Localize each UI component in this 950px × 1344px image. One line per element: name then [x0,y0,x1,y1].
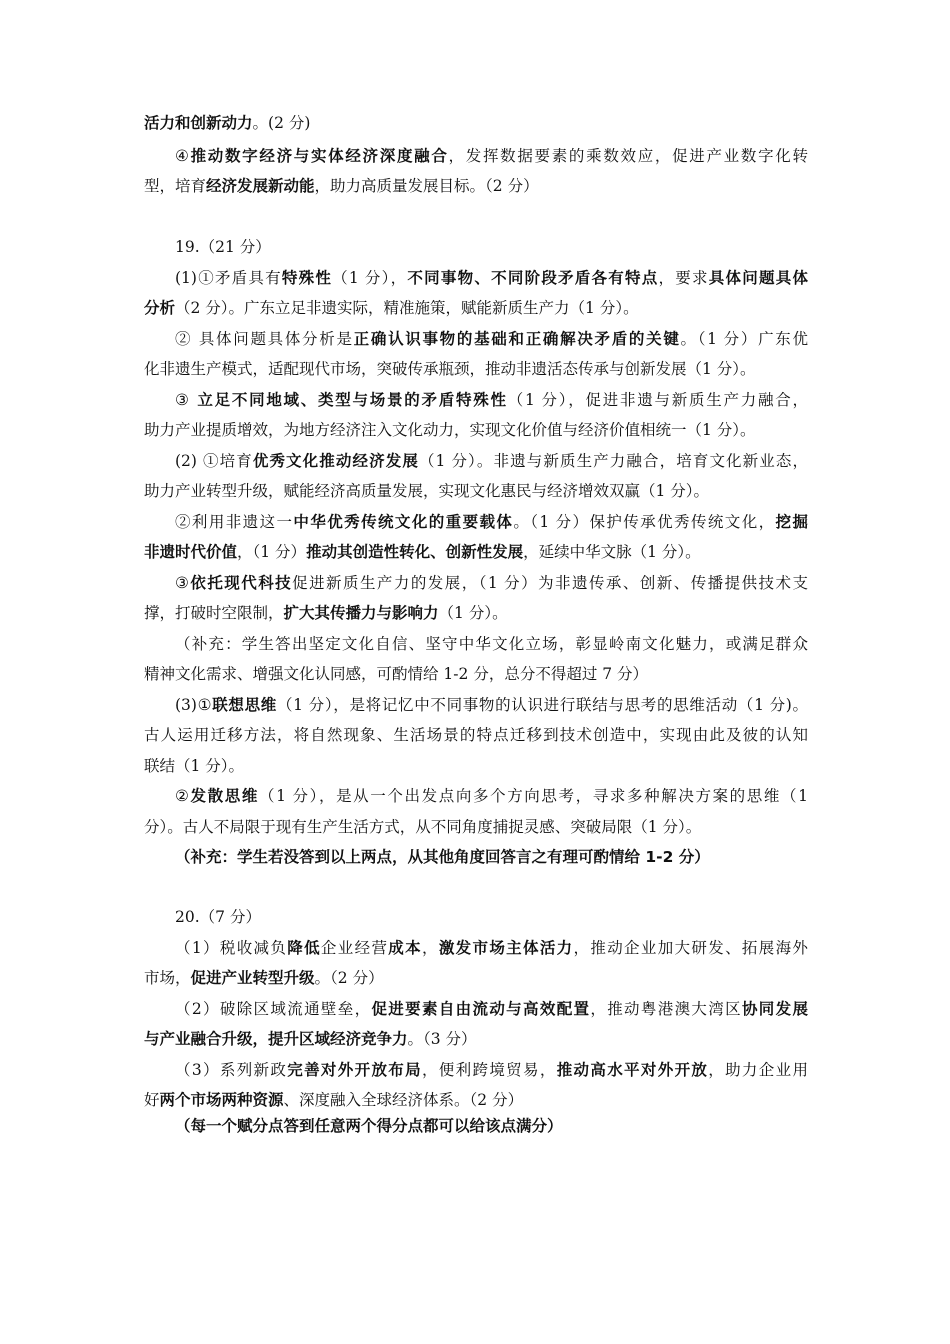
text-segment: 市场， [144,969,191,987]
text-segment: ，推动粤港澳大湾区 [590,1000,742,1018]
text-line [144,297,808,319]
bold-text: 不同事物、不同阶段矛盾各有特点 [407,269,659,287]
bold-text: 具体问题具体 [708,269,808,287]
text-segment: 分）。古人不局限于现有生产生活方式，从不同角度捕捉灵感、突破局限（1 分）。 [144,818,702,836]
text-line [144,1089,808,1111]
text-segment: ② [175,787,191,805]
text-segment: 19.（21 分） [175,238,271,256]
bold-text: 完善对外开放布局 [287,1061,422,1079]
bold-text: 与产业融合升级，提升区域经济竞争力 [144,1030,408,1048]
text-line [144,967,808,989]
text-segment: ，（1 分） [237,543,307,561]
text-segment: （1 分）。 [438,604,508,622]
text-segment: 。(2 分) [252,114,311,132]
text-segment: ④ [175,147,191,165]
bold-text: 降低 [287,939,321,957]
bold-text: 两个市场两种资源 [159,1091,284,1109]
bold-text: 扩大其传播力与影响力 [283,604,439,622]
text-segment: (3)① [175,696,213,714]
bold-text: 立足不同地域、类型与场景的矛盾特殊性 [197,391,508,409]
bold-text: 促进要素自由流动与高效配置 [371,1000,591,1018]
text-line [144,755,808,777]
bold-text: （补充：学生若没答到以上两点，从其他角度回答言之有理可酌情给 1-2 分） [175,848,710,866]
text-line [175,328,808,350]
text-segment: （3）系列新政 [175,1061,288,1079]
text-line [144,724,808,746]
text-segment: （1 分），是从一个出发点向多个方向思考，寻求多种解决方案的思维（1 [258,787,808,805]
bold-text: 推动数字经济与实体经济深度融合 [190,147,449,165]
text-segment: (1)①矛盾具有 [175,269,282,287]
bold-text: 挖掘 [775,513,808,531]
text-segment: （2）破除区域流通壁垒， [175,1000,372,1018]
text-segment: 撑，打破时空限制， [144,604,284,622]
text-segment: ，推动企业加大研发、拓展海外 [573,939,808,957]
text-line [144,419,808,441]
text-line [175,846,808,868]
text-segment: (2) ①培育 [175,452,253,470]
text-line [175,1115,808,1137]
bold-text: 推动其创造性转化、创新性发展 [306,543,524,561]
text-segment: 。（3 分） [407,1030,477,1048]
bold-text: 促进产业转型升级 [190,969,315,987]
text-line [175,937,808,959]
bold-text: 协同发展 [741,1000,808,1018]
text-segment: （1 分），是将记忆中不同事物的认识进行联结与思考的思维活动（1 分)。 [276,696,808,714]
text-line [175,785,808,807]
text-line [175,694,808,716]
text-line [175,145,808,167]
text-segment: 促进新质生产力的发展，（1 分）为非遗传承、创新、传播提供技术支 [292,574,808,592]
text-segment: （2 分）。广东立足非遗实际，精准施策，赋能新质生产力（1 分）。 [175,299,639,317]
text-line [144,663,808,685]
text-line [175,1059,808,1081]
text-segment: ②利用非遗这一 [175,513,294,531]
text-segment: （1 分）。非遗与新质生产力融合，培育文化新业态， [418,452,808,470]
text-segment: 型，培育 [144,177,207,195]
text-segment: 好 [144,1091,160,1109]
text-segment: （补充：学生答出坚定文化自信、坚守中华文化立场，彰显岭南文化魅力，或满足群众 [175,635,808,653]
text-segment: （1 分）， [332,269,408,287]
text-segment: 化非遗生产模式，适配现代市场，突破传承瓶颈，推动非遗活态传承与创新发展（1 分）。 [144,360,756,378]
text-segment: 。（1 分）保护传承优秀传统文化， [513,513,776,531]
text-line [175,236,808,258]
text-segment: ③ [175,391,198,409]
bold-text: 分析 [144,299,176,317]
text-segment: 企业经营 [320,939,389,957]
bold-text: 发散思维 [190,787,259,805]
text-line [144,602,808,624]
text-segment: 精神文化需求、增强文化认同感，可酌情给 1-2 分，总分不得超过 7 分） [144,665,649,683]
bold-text: 依托现代科技 [190,574,293,592]
text-line [144,175,808,197]
bold-text: 非遗时代价值 [144,543,238,561]
text-line [175,998,808,1020]
text-line [144,112,808,134]
text-segment: ③ [175,574,191,592]
text-line [175,267,808,289]
text-segment: 助力产业提质增效，为地方经济注入文化动力，实现文化价值与经济价值相统一（1 分）。 [144,421,756,439]
text-segment: 助力产业转型升级，赋能经济高质量发展，实现文化惠民与经济增效双赢（1 分）。 [144,482,710,500]
text-line [175,389,808,411]
text-segment: 古人运用迁移方法，将自然现象、生活场景的特点迁移到技术创造中，实现由此及彼的认知 [144,726,808,744]
text-line [144,1028,808,1050]
text-segment: （1 分），促进非遗与新质生产力融合， [507,391,808,409]
text-segment: 20.（7 分） [175,908,261,926]
text-segment: 、深度融入全球经济体系。（2 分） [283,1091,524,1109]
text-line [144,541,808,563]
bold-text: 特殊性 [281,269,333,287]
text-segment: ，助力高质量发展目标。（2 分） [314,177,539,195]
text-segment: ，发挥数据要素的乘数效应，促进产业数字化转 [448,147,808,165]
text-segment: 联结（1 分）。 [144,757,245,775]
text-segment: （1）税收减负 [175,939,288,957]
bold-text: 中华优秀传统文化的重要载体 [293,513,514,531]
text-line [144,358,808,380]
text-segment: 。（2 分） [314,969,384,987]
text-segment: ，要求 [658,269,709,287]
bold-text: 正确认识事物的基础和正确解决矛盾的关键 [353,330,681,348]
bold-text: 活力和创新动力 [144,114,253,132]
text-segment: ，延续中华文脉（1 分）。 [523,543,701,561]
bold-text: 联想思维 [212,696,277,714]
text-line [175,633,808,655]
text-line [175,906,808,928]
bold-text: （每一个赋分点答到任意两个得分点都可以给该点满分） [175,1117,563,1135]
text-segment: ，便利跨境贸易， [421,1061,557,1079]
text-segment: ，助力企业用 [708,1061,808,1079]
text-segment: 。（1 分）广东优 [680,330,808,348]
bold-text: 优秀文化推动经济发展 [252,452,419,470]
bold-text: 推动高水平对外开放 [556,1061,709,1079]
bold-text: 成本 [388,939,422,957]
text-line [175,511,808,533]
text-segment: ， [421,939,439,957]
text-segment: ② 具体问题具体分析是 [175,330,354,348]
bold-text: 经济发展新动能 [206,177,315,195]
text-line [144,480,808,502]
text-line [175,450,808,472]
text-line [175,572,808,594]
text-line [144,816,808,838]
bold-text: 激发市场主体活力 [438,939,574,957]
